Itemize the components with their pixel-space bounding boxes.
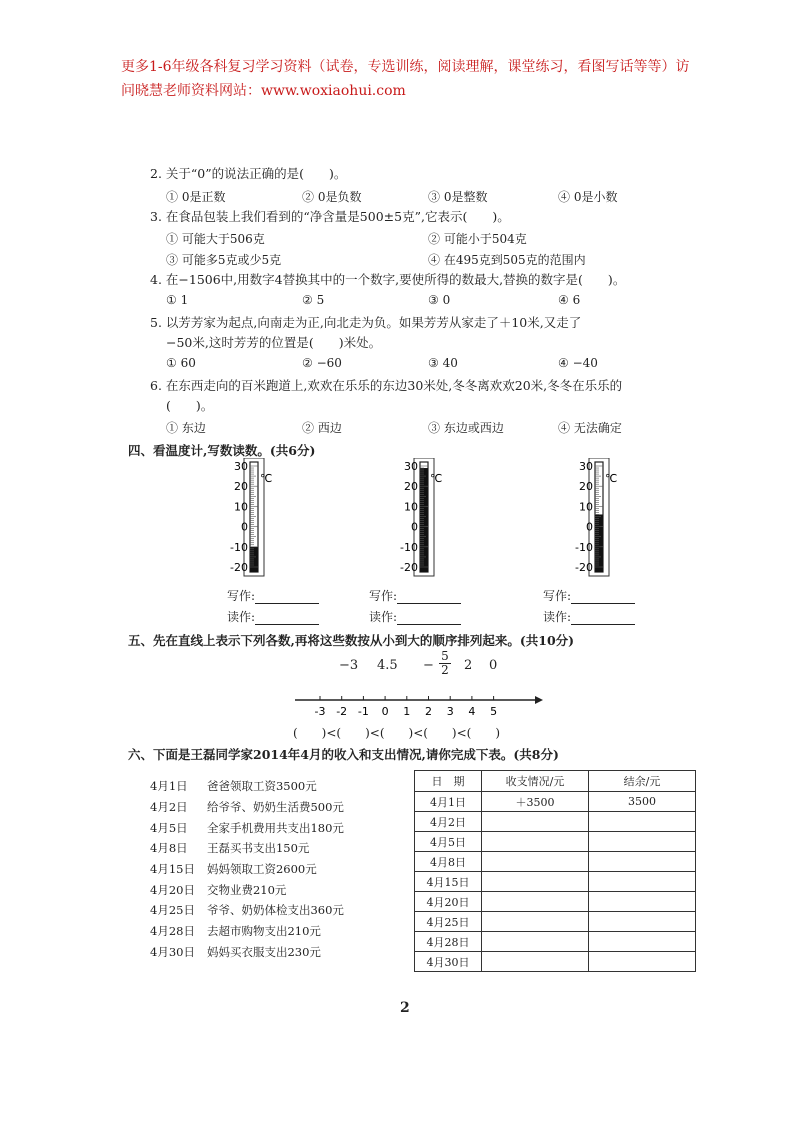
table-cell-change[interactable] — [482, 892, 589, 912]
number-item: 4.5 — [377, 658, 398, 673]
table-row — [415, 912, 696, 932]
number-line-tick-label: -2 — [336, 705, 348, 718]
question-5-option-2: ② −60 — [302, 356, 342, 370]
thermometer-2-read-blank[interactable] — [397, 612, 461, 625]
thermometer-scale-label: -20 — [230, 561, 248, 574]
balance-table — [414, 770, 696, 972]
thermometer-1-read-label: 读作: — [227, 608, 319, 625]
number-line-tick-label: 5 — [490, 705, 498, 718]
table-cell-change: ＋3500 — [482, 792, 589, 812]
fraction-numerator: 5 — [441, 649, 449, 663]
thermometer-scale-label: -10 — [575, 540, 593, 554]
thermometer-mercury — [420, 468, 428, 572]
thermometer-scale-label: 0 — [411, 520, 418, 534]
question-6-option-1: ① 东边 — [166, 421, 206, 435]
event-date: 4月25日 — [150, 903, 195, 918]
event-description: 交物业费210元 — [206, 882, 287, 897]
table-header-change: 收支情况/元 — [482, 771, 589, 792]
thermometer-scale-label: 0 — [241, 520, 248, 534]
table-row — [415, 932, 696, 952]
table-row — [415, 892, 696, 912]
event-description: 给爷爷、奶奶生活费500元 — [206, 800, 344, 815]
table-cell-date: 4月28日 — [415, 932, 482, 952]
event-date: 4月2日 — [150, 800, 188, 815]
table-cell-date: 4月25日 — [415, 912, 482, 932]
event-description: 全家手机费用共支出180元 — [206, 820, 344, 835]
event-row — [150, 817, 344, 838]
table-cell-change[interactable] — [482, 952, 589, 972]
thermometer-1 — [220, 458, 280, 578]
question-2-option-4: ④ 0是小数 — [558, 190, 618, 204]
table-cell-balance[interactable] — [589, 812, 696, 832]
table-cell-date: 4月5日 — [415, 832, 482, 852]
table-header-balance: 结余/元 — [589, 771, 696, 792]
event-description: 妈妈领取工资2600元 — [206, 862, 317, 877]
number-item-minus: − — [423, 658, 434, 673]
thermometer-2-read-label: 读作: — [369, 608, 461, 625]
table-cell-balance[interactable] — [589, 872, 696, 892]
table-row — [415, 852, 696, 872]
thermometer-scale-label: 30 — [404, 460, 418, 473]
question-5-stem-cont: −50米,这时芳芳的位置是( )米处。 — [166, 335, 382, 350]
event-row — [150, 900, 344, 921]
number-line-tick-label: 3 — [446, 705, 454, 718]
event-description: 妈妈买衣服支出230元 — [206, 944, 321, 959]
question-2-option-2: ② 0是负数 — [302, 190, 362, 204]
thermometer-2-write-label: 写作: — [369, 587, 461, 604]
event-row — [150, 776, 344, 797]
thermometer-3-read-blank[interactable] — [571, 612, 635, 625]
page-number: 2 — [400, 1000, 410, 1016]
thermometer-3-read-label: 读作: — [543, 608, 635, 625]
thermometer-unit: ℃ — [605, 472, 618, 485]
table-cell-change[interactable] — [482, 932, 589, 952]
question-3-option-4: ④ 在495克到505克的范围内 — [428, 253, 586, 267]
number-line[interactable] — [290, 690, 550, 720]
table-cell-date: 4月30日 — [415, 952, 482, 972]
table-row — [415, 872, 696, 892]
event-row — [150, 859, 344, 880]
question-3-option-2: ② 可能小于504克 — [428, 232, 527, 246]
thermometer-1-read-blank[interactable] — [255, 612, 319, 625]
section-6-title: 六、下面是王磊同学家2014年4月的收入和支出情况,请你完成下表。(共8分) — [128, 747, 559, 762]
question-2-option-3: ③ 0是整数 — [428, 190, 488, 204]
thermometer-3-write-blank[interactable] — [571, 591, 635, 604]
table-header-date: 日 期 — [415, 771, 482, 792]
number-line-tick-label: -3 — [314, 705, 326, 718]
number-line-arrow — [535, 696, 543, 704]
event-description: 爸爸领取工资3500元 — [206, 779, 317, 794]
thermometer-2 — [390, 458, 450, 578]
event-description: 爷爷、奶奶体检支出360元 — [206, 903, 344, 918]
table-cell-change[interactable] — [482, 812, 589, 832]
table-cell-date: 4月2日 — [415, 812, 482, 832]
table-cell-balance[interactable] — [589, 832, 696, 852]
event-row — [150, 921, 344, 942]
question-3-option-3: ③ 可能多5克或少5克 — [166, 253, 282, 267]
income-expense-list — [150, 776, 344, 962]
table-cell-date: 4月1日 — [415, 792, 482, 812]
thermometer-2-write-blank[interactable] — [397, 591, 461, 604]
thermometer-scale-label: 20 — [234, 480, 248, 494]
thermometer-scale-label: 20 — [404, 480, 418, 494]
fraction — [439, 650, 451, 677]
question-4-option-3: ③ 0 — [428, 293, 451, 307]
event-row — [150, 797, 344, 818]
thermometer-mercury — [595, 514, 603, 572]
thermometer-scale-label: -10 — [400, 540, 418, 554]
event-date: 4月5日 — [150, 820, 188, 835]
event-date: 4月28日 — [150, 924, 195, 939]
event-description: 去超市购物支出210元 — [206, 924, 321, 939]
question-4-stem: 4. 在−1506中,用数字4替换其中的一个数字,要使所得的数最大,替换的数字是( )。 — [150, 272, 626, 287]
question-4-option-2: ② 5 — [302, 293, 325, 307]
thermometer-scale-label: 10 — [404, 500, 418, 514]
question-6-option-4: ④ 无法确定 — [558, 421, 622, 435]
thermometer-unit: ℃ — [430, 472, 443, 485]
table-row — [415, 832, 696, 852]
table-row — [415, 812, 696, 832]
table-cell-change[interactable] — [482, 852, 589, 872]
event-row — [150, 838, 344, 859]
fraction-denominator: 2 — [439, 663, 451, 677]
number-item: −3 — [339, 658, 359, 673]
question-4-option-4: ④ 6 — [558, 293, 581, 307]
question-3-option-1: ① 可能大于506克 — [166, 232, 265, 246]
section-5-title: 五、先在直线上表示下列各数,再将这些数按从小到大的顺序排列起来。(共10分) — [128, 633, 575, 648]
table-row — [415, 952, 696, 972]
thermometer-unit: ℃ — [260, 472, 273, 485]
question-5-option-3: ③ 40 — [428, 356, 458, 370]
thermometer-scale-label: -20 — [400, 561, 418, 574]
table-cell-date: 4月20日 — [415, 892, 482, 912]
question-5-stem: 5. 以芳芳家为起点,向南走为正,向北走为负。如果芳芳从家走了＋10米,又走了 — [150, 315, 582, 330]
table-cell-balance[interactable] — [589, 912, 696, 932]
event-row — [150, 942, 344, 963]
number-item: 2 — [464, 658, 473, 673]
thermometer-1-write-label: 写作: — [227, 587, 319, 604]
number-line-tick-label: 0 — [381, 705, 389, 718]
thermometer-scale-label: 30 — [579, 460, 593, 473]
number-line-tick-label: -1 — [357, 705, 369, 718]
table-cell-change[interactable] — [482, 832, 589, 852]
table-cell-balance[interactable] — [589, 892, 696, 912]
table-cell-balance[interactable] — [589, 932, 696, 952]
number-item: 0 — [489, 658, 498, 673]
table-cell-change[interactable] — [482, 912, 589, 932]
section-4-title: 四、看温度计,写数读数。(共6分) — [128, 443, 316, 458]
thermometer-scale-label: 10 — [579, 500, 593, 514]
question-6-stem-cont: ( )。 — [166, 398, 214, 413]
event-date: 4月30日 — [150, 944, 195, 959]
number-line-tick-label: 4 — [468, 705, 476, 718]
thermometer-3-write-label: 写作: — [543, 587, 635, 604]
question-6-option-2: ② 西边 — [302, 421, 342, 435]
table-cell-date: 4月8日 — [415, 852, 482, 872]
thermometer-scale-label: 0 — [586, 520, 593, 534]
event-date: 4月8日 — [150, 841, 188, 856]
event-date: 4月1日 — [150, 779, 188, 794]
thermometer-1-write-blank[interactable] — [255, 591, 319, 604]
question-5-option-1: ① 60 — [166, 356, 196, 370]
thermometer-scale-label: 30 — [234, 460, 248, 473]
question-4-option-1: ① 1 — [166, 293, 189, 307]
question-6-stem: 6. 在东西走向的百米跑道上,欢欢在乐乐的东边30米处,冬冬离欢欢20米,冬冬在乐乐的 — [150, 378, 623, 393]
table-cell-balance[interactable] — [589, 952, 696, 972]
question-3-stem: 3. 在食品包装上我们看到的“净含量是500±5克”,它表示( )。 — [150, 209, 510, 224]
table-cell-balance[interactable] — [589, 852, 696, 872]
question-2-stem: 2. 关于“0”的说法正确的是( )。 — [150, 166, 347, 181]
thermometer-3 — [565, 458, 625, 578]
question-5-option-4: ④ −40 — [558, 356, 598, 370]
table-cell-balance: 3500 — [589, 792, 696, 812]
thermometer-scale-label: -10 — [230, 540, 248, 554]
thermometer-scale-label: -20 — [575, 561, 593, 574]
number-line-tick-label: 2 — [425, 705, 432, 718]
thermometer-scale-label: 20 — [579, 480, 593, 494]
event-date: 4月20日 — [150, 882, 195, 897]
event-row — [150, 879, 344, 900]
table-cell-date: 4月15日 — [415, 872, 482, 892]
question-6-option-3: ③ 东边或西边 — [428, 421, 504, 435]
question-2-option-1: ① 0是正数 — [166, 190, 226, 204]
thermometer-scale-label: 10 — [234, 500, 248, 514]
site-header-ad: 更多1-6年级各科复习学习资料（试卷，专选训练，阅读理解，课堂练习，看图写话等等）访问晓慧老师资料网站：www.woxiaohui.com — [121, 59, 690, 99]
order-answer-row[interactable]: ( )<( )<( )<( )<( ) — [293, 726, 501, 740]
number-line-tick-label: 1 — [403, 705, 411, 718]
event-description: 王磊买书支出150元 — [206, 841, 310, 856]
table-cell-change[interactable] — [482, 872, 589, 892]
table-row — [415, 792, 696, 812]
event-date: 4月15日 — [150, 862, 195, 877]
